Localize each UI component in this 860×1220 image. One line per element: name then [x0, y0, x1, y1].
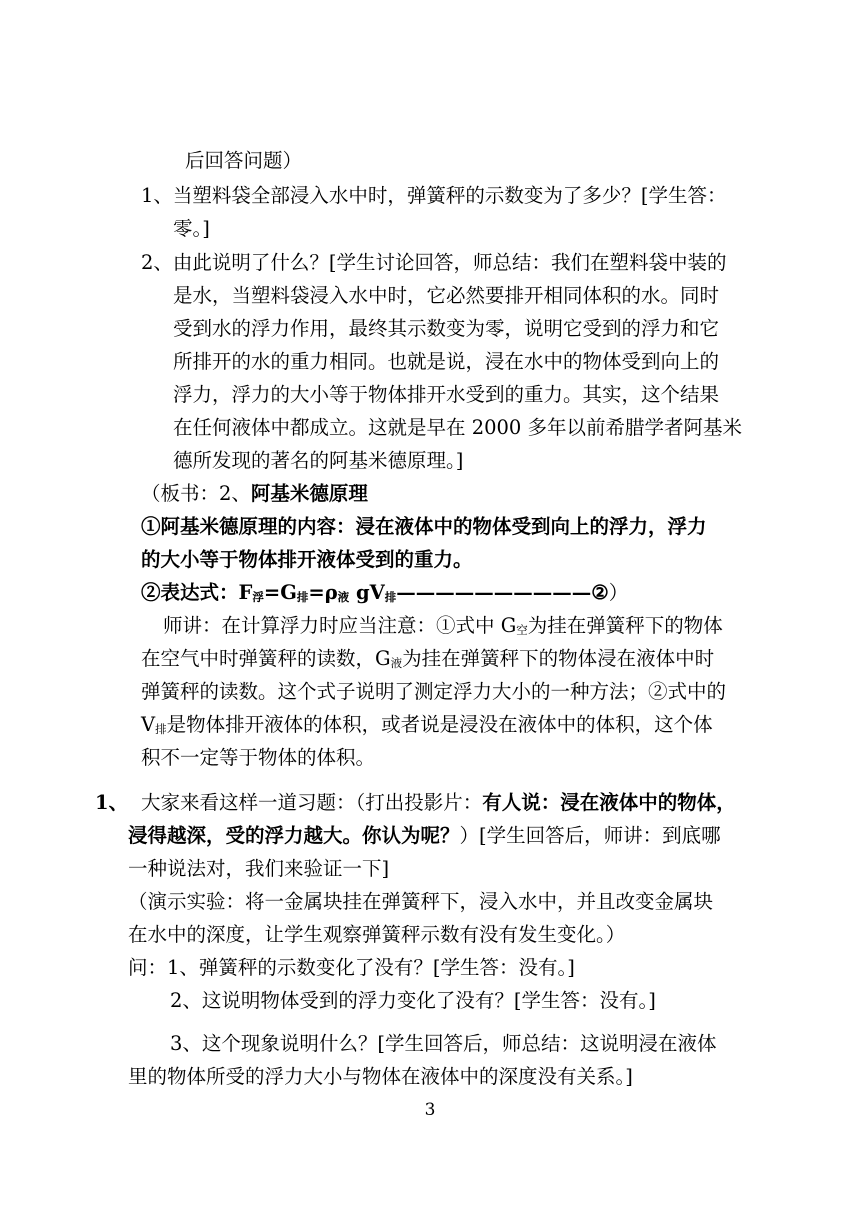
- formula-line: ②表达式：F浮=G排=ρ液 gV排——————————②）: [141, 581, 629, 604]
- answer-1: 零。]: [173, 217, 210, 240]
- demo-experiment: （演示实验：将一金属块挂在弹簧秤下，浸入水中，并且改变金属块: [128, 890, 714, 913]
- text-line: 里的物体所受的浮力大小与物体在液体中的深度没有关系。]: [128, 1065, 633, 1088]
- text-line: 弹簧秤的读数。这个式子说明了测定浮力大小的一种方法；②式中的: [141, 680, 727, 703]
- text-line: 受到水的浮力作用，最终其示数变为零，说明它受到的浮力和它: [173, 317, 720, 340]
- text-line: 是水，当塑料袋浸入水中时，它必然要排开相同体积的水。同时: [173, 284, 720, 307]
- question-2: 2、由此说明了什么？[学生讨论回答，师总结：我们在塑料袋中装的: [141, 251, 727, 274]
- list-number: 1、: [95, 791, 129, 814]
- principle-content: ①阿基米德原理的内容：浸在液体中的物体受到向上的浮力，浮力: [141, 515, 707, 538]
- text-line: 在空气中时弹簧秤的读数，G液为挂在弹簧秤下的物体浸在液体中时: [141, 647, 715, 670]
- text-line: 积不一定等于物体的体积。: [141, 746, 376, 769]
- exercise-line: 浸得越深，受的浮力越大。你认为呢？）[学生回答后，师讲：到底哪: [128, 824, 721, 847]
- question-line: 问：1、弹簧秤的示数变化了没有？[学生答：没有。]: [128, 956, 575, 979]
- text-line: 在水中的深度，让学生观察弹簧秤示数有没有发生变化。）: [128, 923, 626, 946]
- text-line: 德所发现的著名的阿基米德原理。]: [173, 449, 464, 472]
- principle-content-cont: 的大小等于物体排开液体受到的重力。: [141, 548, 473, 571]
- question-line: 3、这个现象说明什么？[学生回答后，师总结：这说明浸在液体: [170, 1032, 717, 1055]
- text-line: 所排开的水的重力相同。也就是说，浸在水中的物体受到向上的: [173, 350, 720, 373]
- text-line: 浮力，浮力的大小等于物体排开水受到的重力。其实，这个结果: [173, 383, 720, 406]
- page-number: 3: [424, 1100, 436, 1120]
- question-1: 1、当塑料袋全部浸入水中时，弹簧秤的示数变为了多少？[学生答：: [141, 184, 727, 207]
- teacher-note: 师讲：在计算浮力时应当注意：①式中 G空为挂在弹簧秤下的物体: [163, 614, 723, 637]
- text-line: 后回答问题）: [185, 149, 303, 172]
- text-line: 一种说法对，我们来验证一下]: [128, 857, 390, 880]
- text-line: V排是物体排开液体的体积，或者说是浸没在液体中的体积，这个体: [141, 713, 713, 736]
- board-heading: （板书：2、阿基米德原理: [141, 482, 368, 505]
- exercise-intro: 大家来看这样一道习题：（打出投影片：有人说：浸在液体中的物体，: [141, 791, 736, 814]
- text-line: 在任何液体中都成立。这就是早在 2000 多年以前希腊学者阿基米: [173, 416, 743, 439]
- question-line: 2、这说明物体受到的浮力变化了没有？[学生答：没有。]: [170, 989, 656, 1012]
